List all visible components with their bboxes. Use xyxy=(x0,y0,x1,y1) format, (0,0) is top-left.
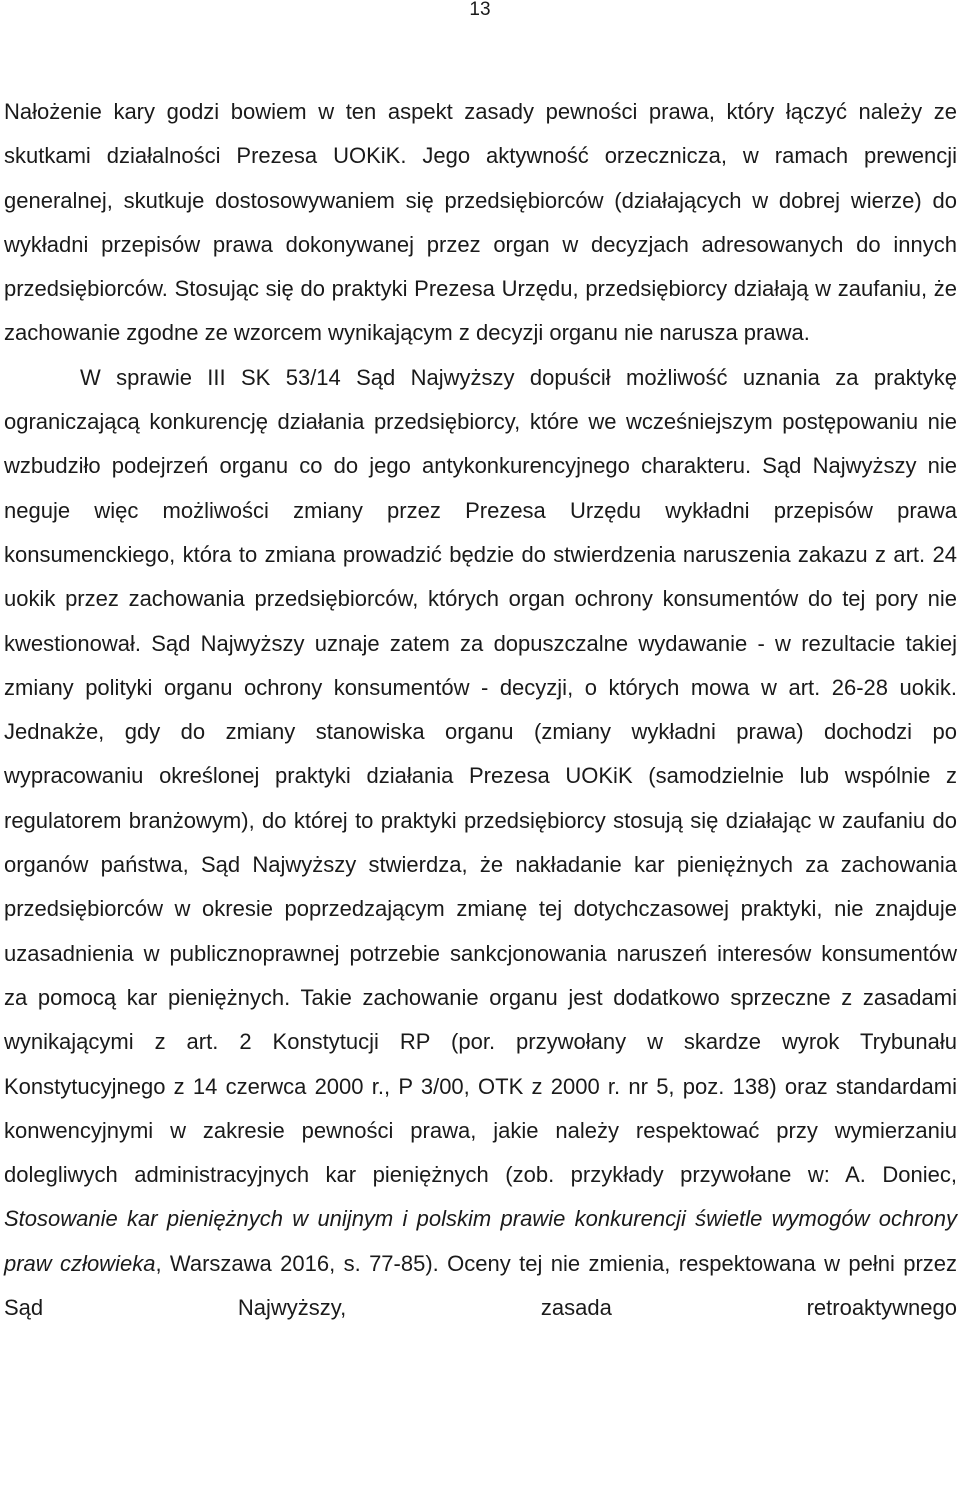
cited-title-italic: Stosowanie kar pieniężnych w unijnym i polskim prawie konkurencji świetle wymogów ochrony praw człowieka xyxy=(4,1206,957,1276)
paragraph-text: W sprawie III SK 53/14 Sąd Najwyższy dopuścił możliwość uznania za praktykę ograniczającą konkurencję działania przedsiębiorcy, które we wcześniejszym postępowaniu nie wzbudziło podejrzeń organu co do jego antykonkurencyjnego charakteru. Sąd Najwyższy nie neguje więc możliwości zmiany przez Prezesa Urzędu wykładni przepisów prawa konsumenckiego, która to zmiana prowadzić będzie do stwierdzenia naruszenia zakazu z art. 24 uokik przez zachowania przedsiębiorców, których organ ochrony konsumentów do tej pory nie kwestionował. Sąd Najwyższy uznaje zatem za dopuszczalne wydawanie - w rezultacie takiej zmiany polityki organu ochrony konsumentów - decyzji, o których mowa w art. 26-28 uokik. Jednakże, gdy do zmiany stanowiska organu (zmiany wykładni prawa) dochodzi po wypracowaniu określonej praktyki działania Prezesa UOKiK (samodzielnie lub wspólnie z regulatorem branżowym), do której to praktyki przedsiębiorcy stosują się działając w zaufaniu do organów państwa, Sąd Najwyższy stwierdza, że nakładanie kar pieniężnych za zachowania przedsiębiorców w okresie poprzedzającym zmianę tej dotychczasowej praktyki, nie znajduje uzasadnienia w publicznoprawnej potrzebie sankcjonowania naruszeń interesów konsumentów za pomocą kar pieniężnych. Takie zachowanie organu jest dodatkowo sprzeczne z zasadami wynikającymi z art. 2 Konstytucji RP (por. przywołany w skardze wyrok Trybunału Konstytucyjnego z 14 czerwca 2000 r., P 3/00, OTK z 2000 r. nr 5, poz. 138) oraz standardami konwencyjnymi w zakresie pewności prawa, jakie należy respektować przy wymierzaniu dolegliwych administracyjnych kar pieniężnych (zob. przykłady przywołane w: A. Doniec, xyxy=(4,364,957,1188)
document-body xyxy=(4,90,957,1330)
paragraph-text: Nałożenie kary godzi bowiem w ten aspekt zasady pewności prawa, który łączyć należy ze skutkami działalności Prezesa UOKiK. Jego aktywność orzecznicza, w ramach prewencji generalnej, skutkuje dostosowywaniem się przedsiębiorców (działających w dobrej wierze) do wykładni przepisów prawa dokonywanej przez organ w decyzjach adresowanych do innych przedsiębiorców. Stosując się do praktyki Prezesa Urzędu, przedsiębiorcy działają w zaufaniu, że zachowanie zgodne ze wzorcem wynikającym z decyzji organu nie narusza prawa. xyxy=(4,99,957,346)
paragraph xyxy=(4,90,957,356)
paragraph xyxy=(4,356,957,1331)
page-number: 13 xyxy=(469,0,491,20)
paragraph-text: , Warszawa 2016, s. 77-85). Oceny tej nie zmienia, respektowana w pełni przez Sąd Najwyższy, zasada retroaktywnego xyxy=(4,1250,958,1321)
